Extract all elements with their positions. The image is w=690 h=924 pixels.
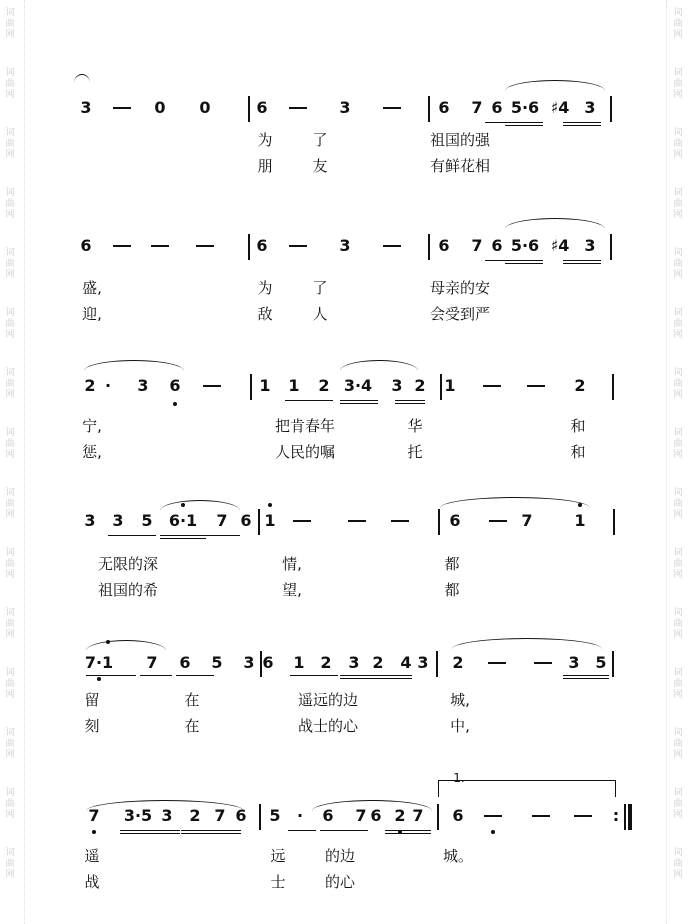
note: 1 <box>259 376 271 395</box>
underline-beam <box>395 403 425 404</box>
extension-dash <box>383 245 401 247</box>
extension-dash <box>489 520 507 522</box>
watermark-left: 词 曲 网 <box>5 248 15 280</box>
extension-dash <box>574 815 592 817</box>
underline-beam <box>340 678 412 679</box>
lyric: 了 <box>312 131 328 149</box>
lyric: 士 <box>270 873 286 891</box>
note: 6 <box>449 511 461 530</box>
octave-dot <box>181 503 185 507</box>
lyric: 的心 <box>324 873 356 891</box>
note: 5 <box>269 806 281 825</box>
watermark-right: 词 曲 网 <box>673 308 683 340</box>
watermark-right: 词 曲 网 <box>673 788 683 820</box>
lyric: 托 <box>407 443 423 461</box>
note: 1 <box>264 511 276 530</box>
note: 6 <box>491 236 503 255</box>
octave-dot <box>106 640 110 644</box>
lyric: 都 <box>444 581 460 599</box>
slur <box>86 640 166 651</box>
extension-dash <box>484 815 502 817</box>
lyric: 友 <box>312 157 328 175</box>
watermark-left: 词 曲 网 <box>5 608 15 640</box>
note: 6 <box>179 653 191 672</box>
underline-beam <box>160 535 240 536</box>
slur <box>312 800 432 811</box>
watermark-right: 词 曲 网 <box>673 68 683 100</box>
lyric: 会受到严 <box>429 305 491 323</box>
note: 7 <box>146 653 158 672</box>
note: 7 <box>471 98 483 117</box>
note: ♯4 <box>550 236 570 255</box>
note: 6 <box>370 806 382 825</box>
lyric: 和 <box>570 417 586 435</box>
watermark-right: 词 曲 网 <box>673 368 683 400</box>
note: 3 <box>80 98 92 117</box>
note: 6 <box>322 806 334 825</box>
slur <box>340 360 418 371</box>
underline-beam <box>563 678 609 679</box>
right-edge-line <box>666 0 667 924</box>
lyric: 母亲的安 <box>429 279 491 297</box>
underline-beam <box>320 830 368 831</box>
lyric: 战 <box>84 873 100 891</box>
lyric: 城, <box>450 691 470 709</box>
note: 6 <box>491 98 503 117</box>
note: : <box>612 806 620 825</box>
underline-beam <box>176 675 214 676</box>
barline <box>612 651 614 677</box>
watermark-left: 词 曲 网 <box>5 488 15 520</box>
barline <box>610 234 612 260</box>
underline-beam <box>160 538 206 539</box>
note: ♯4 <box>550 98 570 117</box>
underline-beam <box>288 830 316 831</box>
note: 2 <box>394 806 406 825</box>
final-bar-thick <box>628 804 632 830</box>
note: 3·4 <box>343 376 373 395</box>
octave-dot <box>268 503 272 507</box>
note: · <box>104 376 112 395</box>
extension-dash <box>289 107 307 109</box>
note: 5 <box>595 653 607 672</box>
note: 6 <box>256 236 268 255</box>
note: 5·6 <box>510 236 540 255</box>
note: 3 <box>112 511 124 530</box>
extension-dash <box>196 245 214 247</box>
note: 2 <box>452 653 464 672</box>
note: 3 <box>584 98 596 117</box>
volta-label: 1. <box>453 771 465 785</box>
extension-dash <box>151 245 169 247</box>
note: 2 <box>414 376 426 395</box>
watermark-left: 词 曲 网 <box>5 308 15 340</box>
note: 3 <box>348 653 360 672</box>
lyric: 盛, <box>82 279 102 297</box>
note: 1 <box>288 376 300 395</box>
note: 1 <box>574 511 586 530</box>
lyric: 遥 <box>84 847 100 865</box>
underline-beam <box>120 830 180 831</box>
note: 7 <box>412 806 424 825</box>
watermark-left: 词 曲 网 <box>5 728 15 760</box>
lyric: 迎, <box>82 305 102 323</box>
extension-dash <box>203 385 221 387</box>
watermark-left: 词 曲 网 <box>5 848 15 880</box>
watermark-right: 词 曲 网 <box>673 188 683 220</box>
watermark-left: 词 曲 网 <box>5 68 15 100</box>
barline <box>250 374 252 400</box>
lyric: 遥远的边 <box>297 691 359 709</box>
lyric: 祖国的强 <box>429 131 491 149</box>
lyric: 了 <box>312 279 328 297</box>
underline-beam <box>340 403 378 404</box>
barline <box>258 509 260 535</box>
lyric: 刻 <box>84 717 100 735</box>
lyric: 城。 <box>442 847 474 865</box>
lyric: 都 <box>444 555 460 573</box>
underline-beam <box>140 675 172 676</box>
note: 3 <box>84 511 96 530</box>
octave-dot <box>398 830 402 834</box>
note: 3 <box>161 806 173 825</box>
extension-dash <box>483 385 501 387</box>
note: 3 <box>584 236 596 255</box>
note: 2 <box>189 806 201 825</box>
barline <box>259 804 261 830</box>
extension-dash <box>113 107 131 109</box>
note: 7 <box>214 806 226 825</box>
extension-dash <box>383 107 401 109</box>
note: 3 <box>417 653 429 672</box>
extension-dash <box>293 520 311 522</box>
watermark-left: 词 曲 网 <box>5 368 15 400</box>
lyric: 在 <box>184 717 200 735</box>
note: 2 <box>320 653 332 672</box>
note: 3 <box>339 98 351 117</box>
octave-dot <box>92 830 96 834</box>
watermark-right: 词 曲 网 <box>673 848 683 880</box>
note: 5 <box>211 653 223 672</box>
extension-dash <box>532 815 550 817</box>
watermark-left: 词 曲 网 <box>5 188 15 220</box>
lyric: 的边 <box>324 847 356 865</box>
underline-beam <box>385 833 431 834</box>
lyric: 无限的深 <box>97 555 159 573</box>
underline-beam <box>181 833 241 834</box>
note: 3 <box>137 376 149 395</box>
underline-beam <box>340 675 412 676</box>
extension-dash <box>113 245 131 247</box>
slur <box>86 800 244 811</box>
octave-dot <box>97 677 101 681</box>
note: 6 <box>235 806 247 825</box>
left-edge-line <box>24 0 25 924</box>
watermark-left: 词 曲 网 <box>5 428 15 460</box>
note: 2 <box>84 376 96 395</box>
barline <box>436 651 438 677</box>
extension-dash <box>348 520 366 522</box>
note: 6 <box>452 806 464 825</box>
note: 6 <box>240 511 252 530</box>
note: 0 <box>199 98 211 117</box>
underline-beam <box>340 400 378 401</box>
note: 5 <box>141 511 153 530</box>
slur <box>505 80 605 91</box>
watermark-right: 词 曲 网 <box>673 548 683 580</box>
underline-beam <box>86 675 136 676</box>
note: 6 <box>169 376 181 395</box>
underline-beam <box>505 122 543 123</box>
watermark-right: 词 曲 网 <box>673 428 683 460</box>
note: 7 <box>88 806 100 825</box>
note: 6 <box>80 236 92 255</box>
underline-beam <box>385 830 431 831</box>
lyric: 中, <box>450 717 470 735</box>
lyric: 情, <box>282 555 302 573</box>
lyric: 惩, <box>82 443 102 461</box>
lyric: 战士的心 <box>297 717 359 735</box>
note: 4 <box>400 653 412 672</box>
note: 3 <box>339 236 351 255</box>
watermark-left: 词 曲 网 <box>5 8 15 40</box>
underline-beam <box>563 125 601 126</box>
watermark-left: 词 曲 网 <box>5 548 15 580</box>
note: 6 <box>438 236 450 255</box>
lyric: 为 <box>257 279 273 297</box>
watermark-left: 词 曲 网 <box>5 128 15 160</box>
note: 3 <box>391 376 403 395</box>
note: 7 <box>216 511 228 530</box>
watermark-right: 词 曲 网 <box>673 728 683 760</box>
underline-beam <box>563 260 601 261</box>
lyric: 宁, <box>82 417 102 435</box>
lyric: 远 <box>270 847 286 865</box>
extension-dash <box>391 520 409 522</box>
lyric: 留 <box>84 691 100 709</box>
watermark-right: 词 曲 网 <box>673 128 683 160</box>
lyric: 敌 <box>257 305 273 323</box>
watermark-right: 词 曲 网 <box>673 488 683 520</box>
underline-beam <box>181 830 241 831</box>
lyric: 华 <box>407 417 423 435</box>
slur <box>160 500 240 511</box>
lyric: 和 <box>570 443 586 461</box>
underline-beam <box>563 122 601 123</box>
barline <box>428 96 430 122</box>
lyric: 为 <box>257 131 273 149</box>
underline-beam <box>290 675 338 676</box>
watermark-right: 词 曲 网 <box>673 8 683 40</box>
underline-beam <box>563 675 609 676</box>
watermark-right: 词 曲 网 <box>673 668 683 700</box>
underline-beam <box>120 833 180 834</box>
note: 7 <box>521 511 533 530</box>
underline-beam <box>505 260 543 261</box>
barline <box>624 804 626 830</box>
octave-dot <box>173 402 177 406</box>
underline-beam <box>505 263 543 264</box>
note: 5·6 <box>510 98 540 117</box>
underline-beam <box>395 400 425 401</box>
lyric: 祖国的希 <box>97 581 159 599</box>
note: 6·1 <box>168 511 198 530</box>
extension-dash <box>527 385 545 387</box>
note: 6 <box>438 98 450 117</box>
note: 6 <box>256 98 268 117</box>
slur <box>452 638 602 649</box>
lyric: 人 <box>312 305 328 323</box>
lyric: 在 <box>184 691 200 709</box>
note: 3·5 <box>123 806 153 825</box>
octave-dot <box>491 830 495 834</box>
extension-dash <box>488 662 506 664</box>
note: 3 <box>568 653 580 672</box>
underline-beam <box>563 263 601 264</box>
extension-dash <box>289 245 307 247</box>
barline <box>610 96 612 122</box>
barline <box>613 509 615 535</box>
note: 7 <box>471 236 483 255</box>
tie-start <box>74 74 90 83</box>
note: 6 <box>262 653 274 672</box>
note: 7 <box>355 806 367 825</box>
lyric: 望, <box>282 581 302 599</box>
note: 2 <box>372 653 384 672</box>
barline <box>248 96 250 122</box>
lyric: 人民的嘱 <box>274 443 336 461</box>
watermark-right: 词 曲 网 <box>673 608 683 640</box>
note: 1 <box>293 653 305 672</box>
watermark-left: 词 曲 网 <box>5 788 15 820</box>
underline-beam <box>285 400 333 401</box>
note: · <box>296 806 304 825</box>
note: 1 <box>444 376 456 395</box>
extension-dash <box>534 662 552 664</box>
barline <box>440 374 442 400</box>
barline <box>428 234 430 260</box>
octave-dot <box>578 503 582 507</box>
lyric: 把肯春年 <box>274 417 336 435</box>
barline <box>438 509 440 535</box>
slur <box>505 218 605 229</box>
barline <box>248 234 250 260</box>
note: 2 <box>318 376 330 395</box>
watermark-right: 词 曲 网 <box>673 248 683 280</box>
note: 7·1 <box>84 653 114 672</box>
barline <box>437 804 439 830</box>
lyric: 有鲜花相 <box>429 157 491 175</box>
underline-beam <box>505 125 543 126</box>
underline-beam <box>108 535 156 536</box>
note: 3 <box>243 653 255 672</box>
note: 2 <box>574 376 586 395</box>
slur <box>84 360 184 371</box>
note: 0 <box>154 98 166 117</box>
slur <box>440 497 590 508</box>
watermark-left: 词 曲 网 <box>5 668 15 700</box>
barline <box>612 374 614 400</box>
lyric: 朋 <box>257 157 273 175</box>
